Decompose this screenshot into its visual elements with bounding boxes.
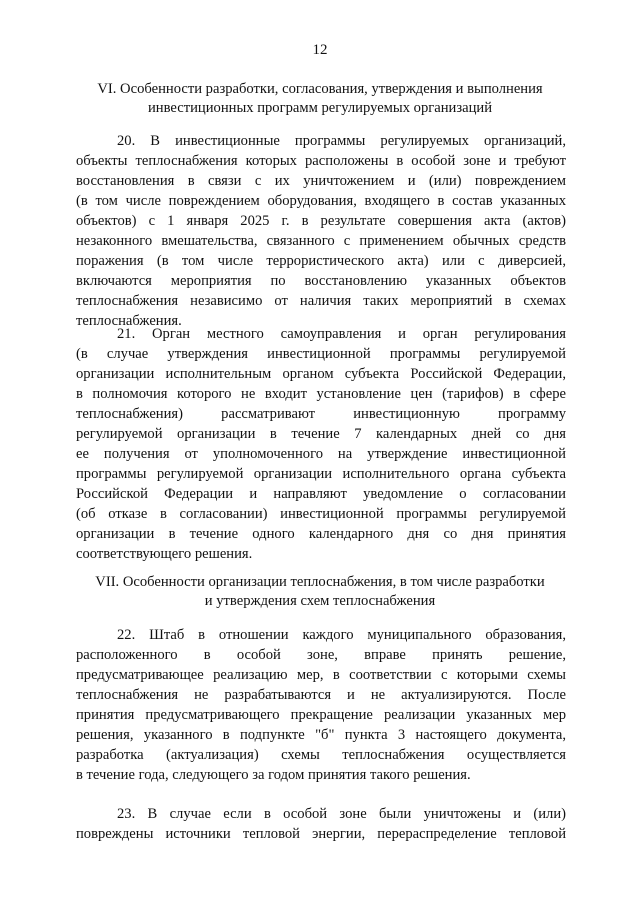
- paragraph-line: (в случае утверждения инвестиционной программы регулируемой: [76, 346, 566, 362]
- section-7-title-line-2: и утверждения схем теплоснабжения: [204, 593, 436, 609]
- paragraph-line: 23. В случае если в особой зоне были уничтожены и (или): [117, 806, 566, 822]
- paragraph-line: теплоснабжения.: [76, 313, 182, 329]
- section-6-title-line-2: инвестиционных программ регулируемых организаций: [147, 100, 493, 116]
- paragraph-line: (в том числе повреждением оборудования, входящего в состав указанных: [76, 193, 566, 209]
- paragraph-line: (об отказе в согласовании) инвестиционной программы регулируемой: [76, 506, 566, 522]
- paragraph-line: соответствующего решения.: [76, 546, 253, 562]
- paragraph-line: расположенного в особой зоне, вправе принять решение,: [76, 647, 566, 663]
- paragraph-line: программы регулируемой организации исполнительного органа субъекта: [76, 466, 566, 482]
- paragraph-line: поражения (в том числе террористического акта) или с диверсией,: [76, 253, 566, 269]
- paragraph-line: организации исполнительным органом субъекта Российской Федерации,: [76, 366, 566, 382]
- paragraph-line: теплоснабжения) рассматривают инвестиционную программу: [76, 406, 566, 422]
- section-6-title-line-1: VI. Особенности разработки, согласования, утверждения и выполнения: [97, 81, 543, 97]
- paragraph-line: регулируемой организации в течение 7 календарных дней со дня: [76, 426, 566, 442]
- page-number: 12: [312, 42, 328, 58]
- paragraph-line: теплоснабжения не разрабатываются и не актуализируются. После: [76, 687, 566, 703]
- paragraph-line: включаются мероприятия по восстановлению указанных объектов: [76, 273, 566, 289]
- paragraph-line: в полномочия которого не входит установление цен (тарифов) в сфере: [76, 386, 566, 402]
- paragraph-line: 20. В инвестиционные программы регулируемых организаций,: [117, 133, 566, 149]
- paragraph-line: 22. Штаб в отношении каждого муниципального образования,: [117, 627, 566, 643]
- section-7-heading: [70, 573, 570, 611]
- paragraph-line: объекты теплоснабжения которых расположены в особой зоне и требуют: [76, 153, 566, 169]
- paragraph-line: повреждены источники тепловой энергии, перераспределение тепловой: [76, 826, 566, 842]
- paragraph-line: незаконного вмешательства, связанного с применением обычных средств: [76, 233, 566, 249]
- paragraph-line: принятия предусматривающего прекращение реализации указанных мер: [76, 707, 566, 723]
- paragraph-line: в течение года, следующего за годом принятия такого решения.: [76, 767, 471, 783]
- section-6-heading: [70, 80, 570, 118]
- paragraph-line: объектов) с 1 января 2025 г. в результате совершения акта (актов): [76, 213, 566, 229]
- paragraph-line: восстановления в связи с их уничтожением и (или) повреждением: [76, 173, 566, 189]
- paragraph-line: 21. Орган местного самоуправления и орган регулирования: [117, 326, 566, 342]
- paragraph-line: ее получения от уполномоченного на утверждение инвестиционной: [76, 446, 566, 462]
- paragraph-line: Российской Федерации и направляют уведомление о согласовании: [76, 486, 566, 502]
- paragraph-23: [76, 804, 566, 844]
- section-7-title-line-1: VII. Особенности организации теплоснабжения, в том числе разработки: [95, 574, 545, 590]
- paragraph-line: предусматривающее реализацию мер, в соответствии с которыми схемы: [76, 667, 566, 683]
- paragraph-line: теплоснабжения независимо от наличия таких мероприятий в схемах: [76, 293, 566, 309]
- paragraph-22: [76, 625, 566, 785]
- paragraph-line: организации в течение одного календарного дня со дня принятия: [76, 526, 566, 542]
- paragraph-line: решения, указанного в подпункте "б" пункта 3 настоящего документа,: [76, 727, 566, 743]
- paragraph-20: [76, 131, 566, 331]
- paragraph-line: разработка (актуализация) схемы теплоснабжения осуществляется: [76, 747, 566, 763]
- paragraph-21: [76, 324, 566, 564]
